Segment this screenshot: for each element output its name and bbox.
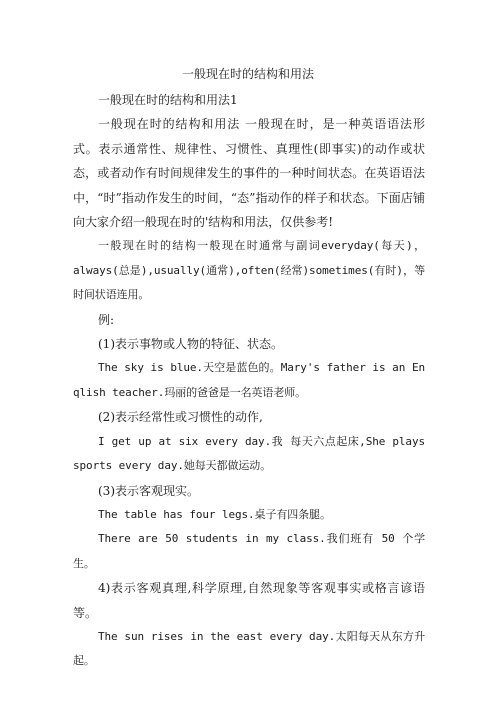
usage-4-example: The sun rises in the east every day.太阳每天从东方升起。: [73, 629, 425, 668]
document-body: [73, 88, 425, 674]
usage-3-example-2: There are 50 students in my class.我们班有 50 个学生。: [73, 532, 425, 570]
usage-2-example: I get up at six every day.我 每天六点起床,She plays sports every day.她每天都做运动。: [73, 434, 425, 473]
usage-3-example-1: The table has four legs.桌子有四条腿。: [98, 507, 331, 521]
usage-3-heading: (3)表示客观现实。: [98, 483, 199, 498]
example-heading: 例:: [98, 312, 115, 327]
usage-4-heading: 4)表示客观真理,科学原理,自然现象等客观事实或格言谚语等。: [73, 581, 425, 620]
structure-paragraph: 一般现在时的结构一般现在时通常与副词everyday(每天)，always(总是),usually(通常),often(经常)sometimes(有时)，等时间状语连用。: [73, 239, 425, 302]
usage-1-example: The sky is blue.天空是蓝色的。Mary's father is an En qlish teacher.玛丽的爸爸是一名英语老师。: [73, 361, 425, 399]
subtitle-paragraph: 一般现在时的结构和用法1: [98, 93, 238, 107]
document-title: 一般现在时的结构和用法: [181, 67, 314, 81]
usage-1-heading: (1)表示事物或人物的特征、状态。: [98, 337, 283, 352]
intro-paragraph: 一般现在时的结构和用法 一般现在时，是一种英语语法形式。表示通常性、规律性、习惯性、真理性(即事实)的动作或状态，或者动作有时间规律发生的事件的一种时间状态。在英语语法中，“时”指动作发生的时间，“态”指动作的样子和状态。下面店铺向大家介绍一般现在时的'结构和用法，仅供参考!: [73, 117, 425, 230]
usage-2-heading: (2)表示经常性或习惯性的动作,: [98, 410, 263, 425]
